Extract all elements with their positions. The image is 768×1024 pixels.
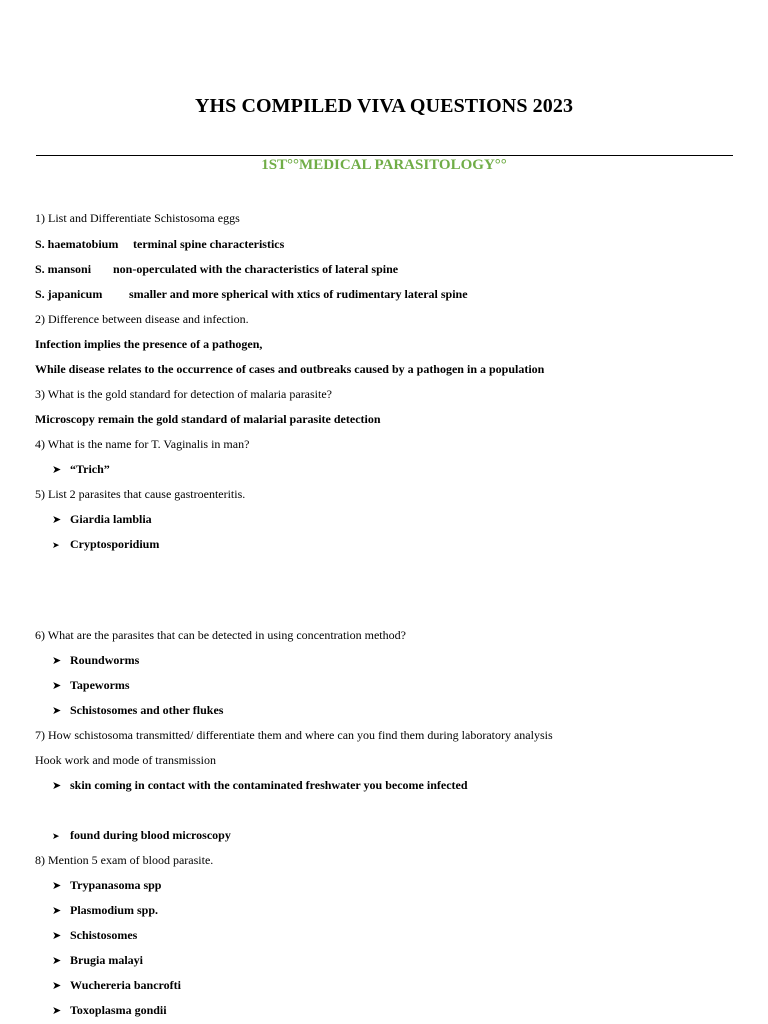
list-item bbox=[52, 511, 152, 528]
list-item-label: Wuchereria bancrofti bbox=[70, 978, 181, 992]
question-2: 2) Difference between disease and infection. bbox=[35, 312, 249, 326]
list-item bbox=[52, 461, 110, 478]
list-item-label: found during blood microscopy bbox=[70, 828, 231, 842]
arrowhead-bullet-icon: ➤ bbox=[52, 1004, 62, 1017]
document-title: YHS COMPILED VIVA QUESTIONS 2023 bbox=[194, 95, 574, 117]
arrowhead-bullet-icon: ➤ bbox=[52, 463, 62, 476]
question-7-subheading: Hook work and mode of transmission bbox=[35, 753, 216, 767]
answer-description: terminal spine characteristics bbox=[133, 237, 285, 251]
list-item-label: Toxoplasma gondii bbox=[70, 1003, 167, 1017]
arrowhead-bullet-icon: ➤ bbox=[52, 954, 62, 967]
answer-term: S. japanicum bbox=[35, 287, 103, 301]
list-item-label: Roundworms bbox=[70, 653, 140, 667]
answer-1-row-3 bbox=[35, 286, 468, 302]
answer-1-row-2 bbox=[35, 261, 398, 277]
list-item bbox=[52, 1002, 167, 1019]
arrowhead-bullet-icon: ➤ bbox=[52, 904, 62, 917]
list-item bbox=[52, 927, 137, 944]
arrowhead-bullet-icon: ➤ bbox=[52, 654, 62, 667]
question-4: 4) What is the name for T. Vaginalis in man? bbox=[35, 437, 250, 451]
list-item bbox=[52, 777, 468, 794]
arrowhead-bullet-icon: ➤ bbox=[52, 541, 60, 551]
list-item bbox=[52, 536, 159, 554]
answer-description: smaller and more spherical with xtics of rudimentary lateral spine bbox=[129, 287, 468, 301]
list-item-label: “Trich” bbox=[70, 462, 110, 476]
answer-2-line-1: Infection implies the presence of a pathogen, bbox=[35, 337, 263, 351]
answer-2-line-2: While disease relates to the occurrence of cases and outbreaks caused by a pathogen in a population bbox=[35, 362, 545, 376]
list-item-label: Schistosomes bbox=[70, 928, 138, 942]
list-item bbox=[52, 677, 130, 694]
list-item-label: Brugia malayi bbox=[70, 953, 144, 967]
arrowhead-bullet-icon: ➤ bbox=[52, 879, 62, 892]
arrowhead-bullet-icon: ➤ bbox=[52, 832, 60, 842]
question-3: 3) What is the gold standard for detection of malaria parasite? bbox=[35, 387, 332, 401]
answer-1-row-1 bbox=[35, 236, 284, 252]
list-item bbox=[52, 652, 139, 669]
list-item-label: Giardia lamblia bbox=[70, 512, 152, 526]
list-item bbox=[52, 902, 158, 919]
list-item bbox=[52, 952, 143, 969]
arrowhead-bullet-icon: ➤ bbox=[52, 513, 62, 526]
question-8: 8) Mention 5 exam of blood parasite. bbox=[35, 853, 214, 867]
answer-description: non-operculated with the characteristics of lateral spine bbox=[113, 262, 399, 276]
list-item-label: Tapeworms bbox=[70, 678, 130, 692]
section-heading: 1ST°°MEDICAL PARASITOLOGY°° bbox=[261, 157, 507, 173]
arrowhead-bullet-icon: ➤ bbox=[52, 979, 62, 992]
arrowhead-bullet-icon: ➤ bbox=[52, 679, 62, 692]
list-item-label: Schistosomes and other flukes bbox=[70, 703, 224, 717]
list-item-label: Cryptosporidium bbox=[70, 537, 160, 551]
arrowhead-bullet-icon: ➤ bbox=[52, 704, 62, 717]
arrowhead-bullet-icon: ➤ bbox=[52, 779, 62, 792]
list-item-label: skin coming in contact with the contaminated freshwater you become infected bbox=[70, 778, 468, 792]
question-1: 1) List and Differentiate Schistosoma eggs bbox=[35, 211, 240, 225]
answer-term: S. haematobium bbox=[35, 237, 119, 251]
question-5: 5) List 2 parasites that cause gastroenteritis. bbox=[35, 487, 246, 501]
answer-term: S. mansoni bbox=[35, 262, 92, 276]
title-divider bbox=[36, 155, 733, 156]
list-item bbox=[52, 702, 223, 719]
list-item-label: Plasmodium spp. bbox=[70, 903, 159, 917]
list-item bbox=[52, 827, 231, 845]
list-item-label: Trypanasoma spp bbox=[70, 878, 162, 892]
answer-3: Microscopy remain the gold standard of malarial parasite detection bbox=[35, 412, 381, 426]
list-item bbox=[52, 877, 161, 894]
question-7: 7) How schistosoma transmitted/ differentiate them and where can you find them during laboratory analysis bbox=[35, 728, 553, 742]
question-6: 6) What are the parasites that can be detected in using concentration method? bbox=[35, 628, 406, 642]
arrowhead-bullet-icon: ➤ bbox=[52, 929, 62, 942]
list-item bbox=[52, 977, 181, 994]
